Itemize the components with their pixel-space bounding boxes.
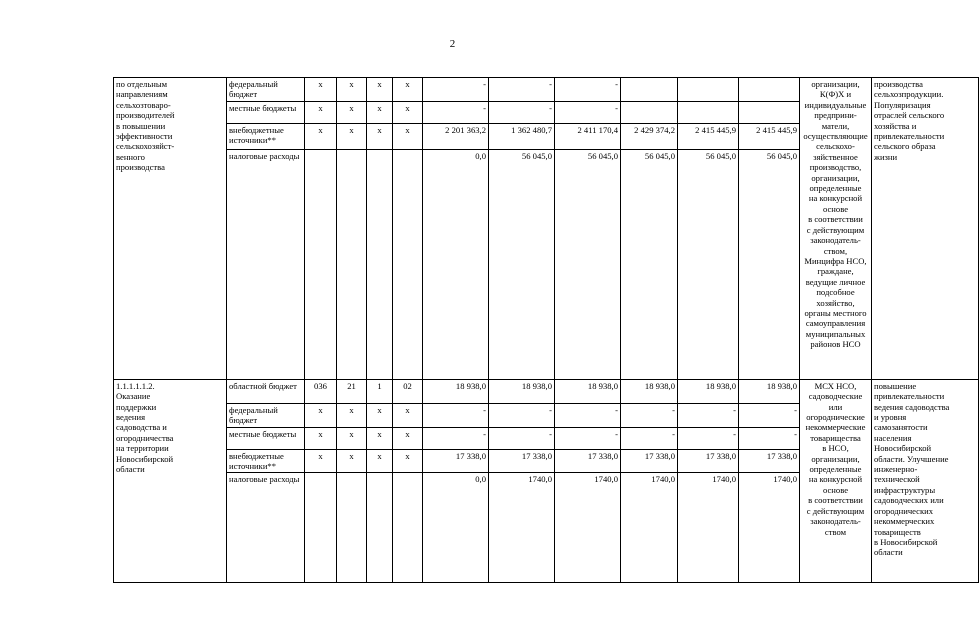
- amount-cell: -: [678, 403, 739, 427]
- amount-cell: 56 045,0: [678, 149, 739, 379]
- code-cell: 02: [393, 379, 423, 403]
- executor-line: подсобное: [816, 287, 855, 298]
- executor-line: самоуправления: [805, 318, 866, 329]
- result-line: области. Улучшение: [874, 453, 949, 464]
- executor-line: организации,: [811, 453, 860, 464]
- activity-name-line: садоводства и: [116, 422, 167, 433]
- executor-line: основе: [822, 484, 849, 495]
- amount-cell: -: [555, 78, 621, 102]
- result-line: сельхозпродукции.: [874, 89, 944, 100]
- amount-cell: 0,0: [423, 473, 489, 583]
- activity-name-line: производства: [116, 162, 165, 173]
- amount-cell: 1740,0: [678, 473, 739, 583]
- result-line: хозяйства и: [874, 120, 917, 131]
- amount-cell: -: [423, 427, 489, 449]
- executor-line: муниципальных: [805, 328, 866, 339]
- activity-name-line: ведения: [116, 412, 146, 423]
- program-table: [113, 77, 979, 583]
- executor-line: индивидуальные: [804, 99, 867, 110]
- executor-line: ведущие личное: [805, 276, 866, 287]
- table-row: [114, 379, 979, 403]
- result-line: сельского образа: [874, 141, 936, 152]
- result-line: Популяризация: [874, 99, 931, 110]
- executor-line: на конкурсной: [808, 474, 863, 485]
- amount-cell: 18 938,0: [678, 379, 739, 403]
- executor-line: К(Ф)Х и: [819, 89, 852, 100]
- code-cell: [305, 473, 337, 583]
- code-cell: [337, 149, 367, 379]
- activity-name-line: эффективности: [116, 131, 173, 142]
- amount-cell: 1740,0: [489, 473, 555, 583]
- page-number: 2: [449, 38, 456, 50]
- activity-name-line: сельхозтоваро-: [116, 99, 171, 110]
- result-line: садоводческих или: [874, 495, 944, 506]
- activity-name-cell: [114, 379, 227, 583]
- result-line: области: [874, 547, 903, 558]
- code-cell: 21: [337, 379, 367, 403]
- amount-cell: -: [489, 78, 555, 102]
- code-cell: 036: [305, 379, 337, 403]
- executor-line: МСХ НСО,: [814, 380, 857, 391]
- code-cell: х: [305, 427, 337, 449]
- amount-cell: [678, 78, 739, 102]
- code-cell: х: [367, 101, 393, 123]
- executors-cell: [800, 379, 872, 583]
- code-cell: х: [337, 123, 367, 149]
- amount-cell: [739, 78, 800, 102]
- code-cell: [393, 473, 423, 583]
- amount-cell: 18 938,0: [621, 379, 678, 403]
- code-cell: х: [393, 427, 423, 449]
- result-line: производства: [874, 79, 923, 89]
- amount-cell: 1740,0: [555, 473, 621, 583]
- amount-cell: -: [423, 403, 489, 427]
- amount-cell: 17 338,0: [678, 449, 739, 473]
- amount-cell: -: [489, 403, 555, 427]
- activity-name-line: области: [116, 464, 145, 475]
- executor-line: граждане,: [817, 266, 854, 277]
- activity-name-line: на территории: [116, 443, 169, 454]
- result-line: ведения садоводства: [874, 401, 950, 412]
- result-line: Новосибирской: [874, 443, 932, 454]
- activity-name-line: 1.1.1.1.1.2.: [116, 380, 155, 391]
- amount-cell: -: [555, 101, 621, 123]
- activity-name-cell: [114, 78, 227, 380]
- executor-line: в НСО,: [822, 443, 849, 454]
- amount-cell: -: [739, 427, 800, 449]
- funding-source: федеральный бюджет: [227, 403, 305, 427]
- activity-name-line: по отдельным: [116, 79, 168, 89]
- amount-cell: 56 045,0: [489, 149, 555, 379]
- amount-cell: 2 415 445,9: [678, 123, 739, 149]
- code-cell: х: [367, 427, 393, 449]
- amount-cell: -: [621, 427, 678, 449]
- amount-cell: 18 938,0: [423, 379, 489, 403]
- result-line: товариществ: [874, 526, 921, 537]
- amount-cell: [621, 78, 678, 102]
- code-cell: [337, 473, 367, 583]
- result-line: технической: [874, 474, 920, 485]
- amount-cell: 2 411 170,4: [555, 123, 621, 149]
- executor-line: в соответствии: [808, 495, 863, 506]
- result-line: жизни: [874, 151, 898, 162]
- amount-cell: [739, 101, 800, 123]
- amount-cell: 56 045,0: [555, 149, 621, 379]
- executor-line: Минцифра НСО,: [804, 255, 867, 266]
- amount-cell: 2 201 363,2: [423, 123, 489, 149]
- executor-line: ством: [824, 526, 847, 537]
- funding-source: федеральный бюджет: [227, 78, 305, 102]
- code-cell: х: [305, 449, 337, 473]
- amount-cell: -: [739, 403, 800, 427]
- expected-result-cell: [872, 379, 979, 583]
- executor-line: сельскохо-: [816, 141, 855, 152]
- code-cell: х: [305, 123, 337, 149]
- executor-line: в соответствии: [808, 214, 863, 225]
- code-cell: [367, 473, 393, 583]
- amount-cell: 1740,0: [739, 473, 800, 583]
- result-line: огороднических: [874, 505, 934, 516]
- result-line: привлекательности: [874, 391, 945, 402]
- code-cell: х: [367, 449, 393, 473]
- code-cell: [393, 149, 423, 379]
- code-cell: [367, 149, 393, 379]
- activity-name-line: производителей: [116, 110, 175, 121]
- funding-source: местные бюджеты: [227, 427, 305, 449]
- amount-cell: 17 338,0: [621, 449, 678, 473]
- executor-line: органы местного: [804, 307, 867, 318]
- amount-cell: -: [423, 101, 489, 123]
- executor-line: с действующим: [806, 224, 865, 235]
- result-line: повышение: [874, 380, 917, 391]
- code-cell: [305, 149, 337, 379]
- amount-cell: 17 338,0: [555, 449, 621, 473]
- amount-cell: 17 338,0: [739, 449, 800, 473]
- code-cell: х: [305, 101, 337, 123]
- funding-source: внебюджетные источники**: [227, 449, 305, 473]
- amount-cell: -: [423, 78, 489, 102]
- amount-cell: 17 338,0: [489, 449, 555, 473]
- funding-source: налоговые расходы: [227, 149, 305, 379]
- code-cell: х: [337, 78, 367, 102]
- code-cell: 1: [367, 379, 393, 403]
- code-cell: х: [393, 449, 423, 473]
- code-cell: х: [305, 403, 337, 427]
- amount-cell: -: [489, 101, 555, 123]
- executor-line: предприни-: [814, 110, 857, 121]
- amount-cell: -: [555, 427, 621, 449]
- code-cell: х: [337, 403, 367, 427]
- result-line: населения: [874, 432, 912, 443]
- amount-cell: 2 415 445,9: [739, 123, 800, 149]
- amount-cell: 1 362 480,7: [489, 123, 555, 149]
- code-cell: х: [337, 427, 367, 449]
- code-cell: х: [367, 123, 393, 149]
- code-cell: х: [393, 78, 423, 102]
- executor-line: законодатель-: [810, 235, 861, 246]
- executor-line: хозяйство,: [816, 297, 855, 308]
- code-cell: х: [367, 403, 393, 427]
- amount-cell: 2 429 374,2: [621, 123, 678, 149]
- activity-name-line: венного: [116, 151, 145, 162]
- executor-line: некоммерческие: [805, 422, 866, 433]
- activity-name-line: поддержки: [116, 401, 157, 412]
- amount-cell: -: [621, 403, 678, 427]
- code-cell: х: [337, 449, 367, 473]
- amount-cell: -: [678, 427, 739, 449]
- result-line: в Новосибирской: [874, 536, 938, 547]
- funding-source: областной бюджет: [227, 379, 305, 403]
- activity-name-line: Новосибирской: [116, 453, 174, 464]
- expected-result-cell: [872, 78, 979, 380]
- funding-source: местные бюджеты: [227, 101, 305, 123]
- result-line: привлекательности: [874, 131, 945, 142]
- activity-name-line: Оказание: [116, 391, 151, 402]
- amount-cell: 18 938,0: [555, 379, 621, 403]
- amount-cell: -: [489, 427, 555, 449]
- executor-line: организации,: [811, 79, 860, 89]
- amount-cell: 0,0: [423, 149, 489, 379]
- result-line: инженерно-: [874, 464, 918, 475]
- code-cell: х: [393, 403, 423, 427]
- executor-line: законодатель-: [810, 516, 861, 527]
- amount-cell: [678, 101, 739, 123]
- executor-line: товарищества: [810, 432, 861, 443]
- executor-line: основе: [822, 203, 849, 214]
- executor-line: ством,: [823, 245, 848, 256]
- result-line: некоммерческих: [874, 516, 935, 527]
- amount-cell: 56 045,0: [621, 149, 678, 379]
- code-cell: х: [367, 78, 393, 102]
- activity-name-line: в повышении: [116, 120, 166, 131]
- executor-line: районов НСО: [810, 339, 861, 350]
- executor-line: или: [828, 401, 843, 412]
- amount-cell: 17 338,0: [423, 449, 489, 473]
- result-line: отраслей сельского: [874, 110, 945, 121]
- amount-cell: -: [555, 403, 621, 427]
- amount-cell: 1740,0: [621, 473, 678, 583]
- amount-cell: [621, 101, 678, 123]
- result-line: инфраструктуры: [874, 484, 936, 495]
- funding-source: внебюджетные источники**: [227, 123, 305, 149]
- code-cell: х: [393, 101, 423, 123]
- executors-cell: [800, 78, 872, 380]
- executor-line: организации,: [811, 172, 860, 183]
- code-cell: х: [337, 101, 367, 123]
- amount-cell: 56 045,0: [739, 149, 800, 379]
- executor-line: на конкурсной: [808, 193, 863, 204]
- table-row: [114, 78, 979, 102]
- funding-source: налоговые расходы: [227, 473, 305, 583]
- amount-cell: 18 938,0: [489, 379, 555, 403]
- code-cell: х: [305, 78, 337, 102]
- executor-line: определенные: [809, 464, 862, 475]
- activity-name-line: направлениям: [116, 89, 168, 100]
- executor-line: осуществляющие: [803, 131, 868, 142]
- amount-cell: 18 938,0: [739, 379, 800, 403]
- executor-line: с действующим: [806, 505, 865, 516]
- executor-line: зяйственное: [813, 151, 858, 162]
- activity-name-line: огородничества: [116, 432, 174, 443]
- result-line: и уровня: [874, 412, 907, 423]
- executor-line: огороднические: [806, 412, 865, 423]
- executor-line: матели,: [821, 120, 850, 131]
- activity-name-line: сельскохозяйст-: [116, 141, 175, 152]
- code-cell: х: [393, 123, 423, 149]
- result-line: самозанятости: [874, 422, 928, 433]
- executor-line: производство,: [809, 162, 862, 173]
- executor-line: определенные: [809, 183, 862, 194]
- executor-line: садоводческие: [808, 391, 863, 402]
